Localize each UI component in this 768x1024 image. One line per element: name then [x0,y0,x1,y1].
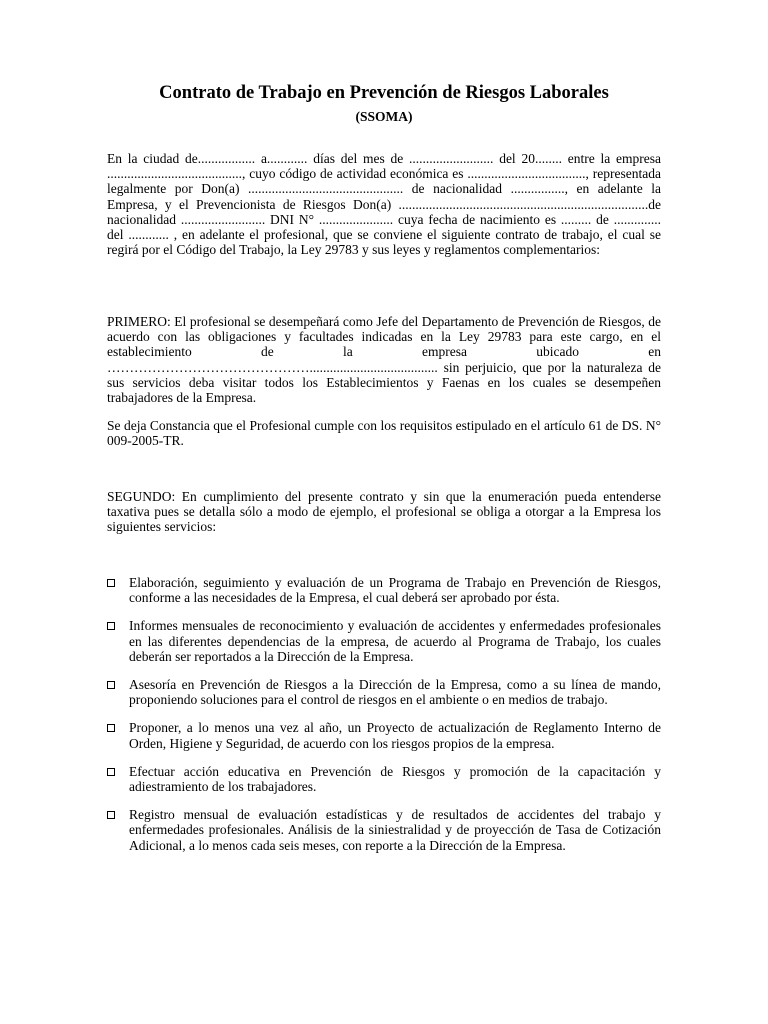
service-text: Proponer, a lo menos una vez al año, un Proyecto de actualización de Reglamento Interno de Orden, Higiene y Seguridad, de acuerdo con los riesgos propios de la empresa. [129,720,661,751]
services-list [107,575,661,866]
square-bullet-icon [107,724,115,732]
clause-segundo-text: SEGUNDO: En cumplimiento del presente contrato y sin que la enumeración pueda entenderse taxativa pues se detalla sólo a modo de ejemplo, el profesional se obliga a otorgar a la Empresa los siguientes servicios: [107,489,661,535]
square-bullet-icon [107,579,115,587]
list-item [107,764,661,794]
service-text: Asesoría en Prevención de Riesgos a la Dirección de la Empresa, como a su línea de mando, proponiendo soluciones para el control de riesgos en el ambiente o en medios de trabajo. [129,677,661,708]
constancia-paragraph [107,418,661,448]
service-text: Efectuar acción educativa en Prevención de Riesgos y promoción de la capacitación y adiestramiento de los trabajadores. [129,763,661,795]
square-bullet-icon [107,681,115,689]
list-item [107,618,661,664]
clause-primero-text: PRIMERO: El profesional se desempeñará como Jefe del Departamento de Prevención de Riesgos, de acuerdo con las obligaciones y facultades indicadas en la Ley 29783 para este cargo, en el establecimiento de la empresa ubicado en ………………………………………...................................... sin perjuicio, que por la naturaleza de sus servicios deba visitar todos los Establecimientos y Faenas en los cuales se desempeñen trabajadores de la Empresa. [107,314,661,406]
list-item [107,575,661,605]
list-item [107,677,661,707]
square-bullet-icon [107,768,115,776]
clause-primero [107,314,661,405]
service-text: Informes mensuales de reconocimiento y evaluación de accidentes y enfermedades profesionales en las diferentes dependencias de la empresa, de acuerdo al Programa de Trabajo, los cuales deberán ser reportados a la Dirección de la Empresa. [129,618,661,664]
constancia-text: Se deja Constancia que el Profesional cumple con los requisitos estipulado en el artículo 61 de DS. N° 009-2005-TR. [107,418,661,449]
service-text: Elaboración, seguimiento y evaluación de un Programa de Trabajo en Prevención de Riesgos, conforme a las necesidades de la Empresa, el cual deberá ser aprobado por ésta. [129,575,661,606]
intro-text: En la ciudad de................. a............ días del mes de ......................... del 20........ entre la empresa ........................................, cuyo código de actividad económica es ..................................., representada legalmente por Don(a) .............................................. de nacionalidad ................, en adelante la Empresa, y el Prevencionista de Riesgos Don(a) ..........................................................................de nacionalidad ......................... DNI N° ...................... cuya fecha de nacimiento es ......... de .............. del ............ , en adelante el profesional, que se conviene el siguiente contrato de trabajo, el cual se regirá por el Código del Trabajo, la Ley 29783 y sus leyes y reglamentos complementarios: [107,151,661,258]
document-subtitle: (SSOMA) [355,109,413,124]
list-item [107,720,661,750]
square-bullet-icon [107,622,115,630]
service-text: Registro mensual de evaluación estadísticas y de resultados de accidentes del trabajo y enfermedades profesionales. Análisis de la siniestralidad y de proyección de Tasa de Cotización Adicional, a lo menos cada seis meses, con reporte a la Dirección de la Empresa. [129,807,661,853]
document-title: Contrato de Trabajo en Prevención de Riesgos Laborales [159,83,609,103]
clause-segundo [107,489,661,535]
list-item [107,807,661,853]
intro-paragraph [107,151,661,257]
square-bullet-icon [107,811,115,819]
